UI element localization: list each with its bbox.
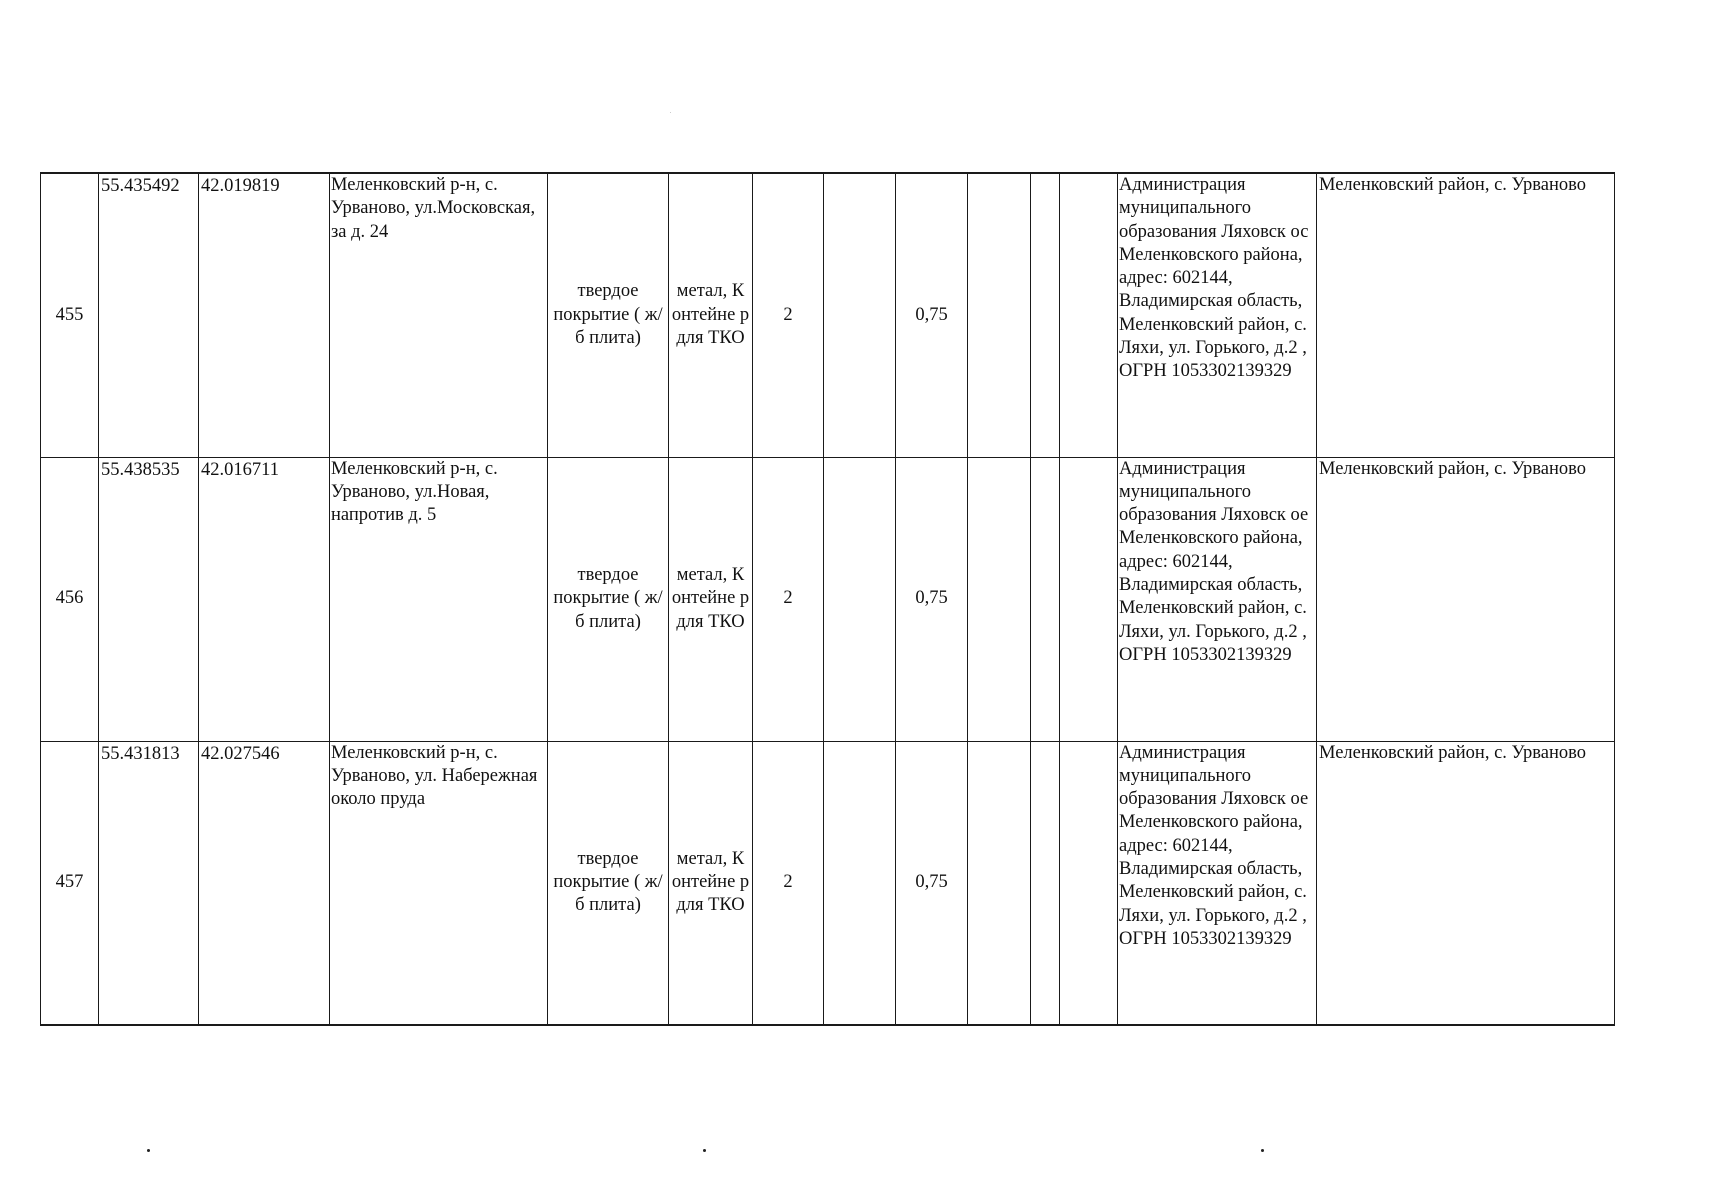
longitude-cell: 42.027546: [199, 741, 330, 1025]
latitude-cell: 55.431813: [99, 741, 199, 1025]
empty-cell: [1031, 741, 1060, 1025]
waste-site-register-table: [40, 172, 1615, 1026]
scan-artifact-dot: [703, 1149, 706, 1152]
empty-cell: [824, 173, 896, 457]
table-row: [41, 457, 1615, 741]
container-volume-cell: 0,75: [896, 173, 968, 457]
container-type-cell: метал, К онтейне р для ТКО: [669, 741, 753, 1025]
empty-cell: [968, 741, 1031, 1025]
scan-artifact-dot: [147, 1149, 150, 1152]
empty-cell: [968, 173, 1031, 457]
container-volume-cell: 0,75: [896, 741, 968, 1025]
container-type-cell: метал, К онтейне р для ТКО: [669, 173, 753, 457]
address-cell: Меленковский р-н, с. Урваново, ул. Набережная около пруда: [330, 741, 548, 1025]
table-row: [41, 741, 1615, 1025]
row-number: 456: [41, 457, 99, 741]
surface-cell: твердое покрытие ( ж/б плита): [548, 457, 669, 741]
empty-cell: [1060, 457, 1118, 741]
owner-cell: Администрация муниципального образования Ляховск ое Меленковского района, адрес: 602144, Владимирская область, Меленковский район, с. Ляхи, ул. Горького, д.2 , ОГРН 1053302139329: [1118, 741, 1317, 1025]
latitude-cell: 55.435492: [99, 173, 199, 457]
empty-cell: [1031, 173, 1060, 457]
longitude-cell: 42.019819: [199, 173, 330, 457]
locality-cell: Меленковский район, с. Урваново: [1317, 457, 1615, 741]
empty-cell: [1031, 457, 1060, 741]
longitude-cell: 42.016711: [199, 457, 330, 741]
empty-cell: [1060, 741, 1118, 1025]
scan-artifact-dot: [1261, 1149, 1264, 1152]
owner-cell: Администрация муниципального образования Ляховск ое Меленковского района, адрес: 602144, Владимирская область, Меленковский район, с. Ляхи, ул. Горького, д.2 , ОГРН 1053302139329: [1118, 457, 1317, 741]
surface-cell: твердое покрытие ( ж/б плита): [548, 173, 669, 457]
latitude-cell: 55.438535: [99, 457, 199, 741]
owner-cell: Администрация муниципального образования Ляховск ос Меленковского района, адрес: 602144, Владимирская область, Меленковский район, с. Ляхи, ул. Горького, д.2 , ОГРН 1053302139329: [1118, 173, 1317, 457]
empty-cell: [968, 457, 1031, 741]
row-number: 455: [41, 173, 99, 457]
scan-artifact-dot: [670, 112, 671, 113]
locality-cell: Меленковский район, с. Урваново: [1317, 741, 1615, 1025]
container-count-cell: 2: [753, 173, 824, 457]
empty-cell: [824, 457, 896, 741]
locality-cell: Меленковский район, с. Урваново: [1317, 173, 1615, 457]
container-type-cell: метал, К онтейне р для ТКО: [669, 457, 753, 741]
container-count-cell: 2: [753, 457, 824, 741]
empty-cell: [1060, 173, 1118, 457]
address-cell: Меленковский р-н, с. Урваново, ул.Новая, напротив д. 5: [330, 457, 548, 741]
container-count-cell: 2: [753, 741, 824, 1025]
surface-cell: твердое покрытие ( ж/б плита): [548, 741, 669, 1025]
address-cell: Меленковский р-н, с. Урваново, ул.Московская, за д. 24: [330, 173, 548, 457]
table-row: [41, 173, 1615, 457]
empty-cell: [824, 741, 896, 1025]
container-volume-cell: 0,75: [896, 457, 968, 741]
row-number: 457: [41, 741, 99, 1025]
